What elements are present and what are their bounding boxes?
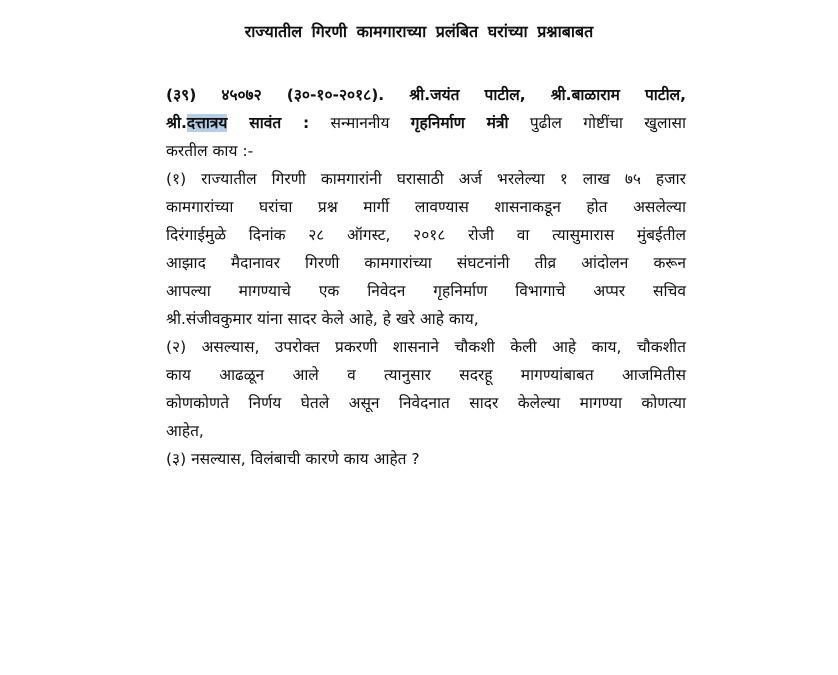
q2-line: कोणकोणते निर्णय घेतले असून निवेदनात सादर केलेल्या मागण्या कोणत्या xyxy=(166,394,686,412)
q3-line: (३) नसल्यास, विलंबाची कारणे काय आहेत ? xyxy=(166,450,420,468)
q1-line: (१) राज्यातील गिरणी कामगारांनी घरासाठी अर्ज भरलेल्या १ लाख ७५ हजार xyxy=(166,170,686,188)
q2-line: काय आढळून आले व त्यानुसार सदरहू मागण्यांबाबत आजमितीस xyxy=(166,366,686,384)
q1-line: कामगारांच्या घरांचा प्रश्न मार्गी लावण्यास शासनाकडून होत असलेल्या xyxy=(166,198,686,216)
document-title: राज्यातील गिरणी कामगाराच्या प्रलंबित घरांच्या प्रश्नाबाबत xyxy=(244,22,594,41)
question-header-line-1: (३९) ४५०७२ (३०-१०-२०१८). श्री.जयंत पाटील, श्री.बाळाराम पाटील, xyxy=(166,86,686,104)
question-body xyxy=(166,81,686,473)
q2-line: आहेत, xyxy=(166,422,204,440)
question-header-line-2 xyxy=(166,109,686,137)
question-header-line-3: करतील काय :- xyxy=(166,142,254,160)
question-header xyxy=(166,81,686,165)
q1-line: दिरंगाईमुळे दिनांक २८ ऑगस्ट, २०१८ रोजी वा त्यासुमारास मुंबईतील xyxy=(166,226,686,244)
highlighted-name[interactable]: दत्तात्रय xyxy=(186,114,228,132)
member-surname: सावंत : xyxy=(227,114,310,132)
question-part-1 xyxy=(166,165,686,333)
member-prefix: श्री. xyxy=(166,114,187,132)
q1-line: श्री.संजीवकुमार यांना सादर केले आहे, हे खरे आहे काय, xyxy=(166,310,479,328)
q1-line: आपल्या मागण्याचे एक निवेदन गृहनिर्माण विभागाचे अप्पर सचिव xyxy=(166,282,686,300)
question-part-2 xyxy=(166,333,686,445)
q2-line: (२) असल्यास, उपरोक्त प्रकरणी शासनाने चौकशी केली आहे काय, चौकशीत xyxy=(166,338,686,356)
honorific-text: सन्माननीय xyxy=(309,114,411,132)
q1-line: आझाद मैदानावर गिरणी कामगारांच्या संघटनांनी तीव्र आंदोलन करून xyxy=(166,254,686,272)
clarification-text: पुढील गोष्टींचा खुलासा xyxy=(508,114,686,132)
question-part-3 xyxy=(166,445,686,473)
minister-title: गृहनिर्माण मंत्री xyxy=(410,114,509,132)
